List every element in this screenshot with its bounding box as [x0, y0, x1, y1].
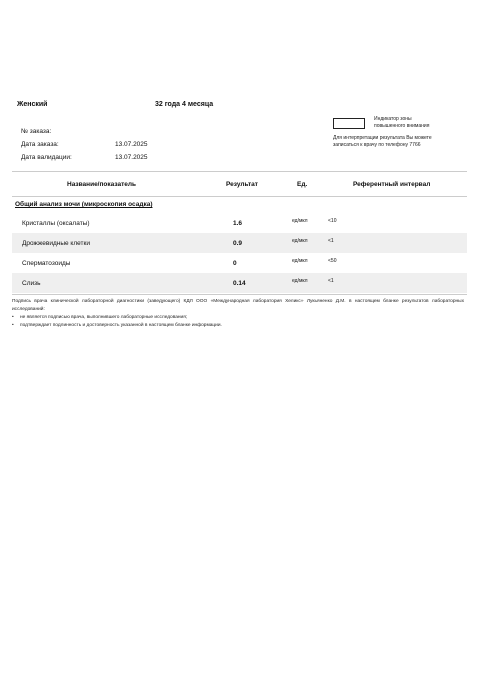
order-date-row [21, 138, 181, 151]
header-unit: Ед. [297, 181, 308, 188]
row-unit: ед/мкл [292, 218, 308, 224]
attention-indicator-label: Индикатор зоны повышенного внимания [374, 116, 430, 129]
row-value: 0 [233, 260, 237, 267]
header-reference: Референтный интервал [353, 181, 431, 188]
row-unit: ед/мкл [292, 258, 308, 264]
order-number-row [21, 125, 181, 138]
validation-date-value: 13.07.2025 [115, 154, 148, 161]
results-table-body [12, 213, 467, 293]
header-result: Результат [226, 181, 258, 188]
results-table-header [12, 176, 467, 194]
row-unit: ед/мкл [292, 278, 308, 284]
header-divider [12, 171, 467, 172]
table-header-divider [12, 196, 467, 197]
header-name: Название/показатель [67, 181, 137, 188]
list-item: • подтверждает подлинность и достоверность указанной в настоящем бланке информации. [12, 322, 464, 330]
row-name: Кристаллы (оксалаты) [22, 220, 90, 227]
row-name: Дрожжевидные клетки [22, 240, 90, 247]
order-number-label: № заказа: [21, 128, 52, 135]
table-row [12, 213, 467, 233]
signature-note [12, 298, 464, 330]
patient-sex: Женский [17, 101, 48, 108]
attention-indicator-box [333, 118, 365, 129]
table-row [12, 253, 467, 273]
row-unit: ед/мкл [292, 238, 308, 244]
validation-date-row [21, 151, 181, 164]
validation-date-label: Дата валидации: [21, 154, 72, 161]
order-info [21, 125, 181, 164]
order-date-label: Дата заказа: [21, 141, 59, 148]
row-reference: <10 [328, 218, 337, 224]
table-row [12, 233, 467, 253]
row-value: 1.6 [233, 220, 243, 227]
section-title: Общий анализ мочи (микроскопия осадка) [15, 201, 153, 208]
row-name: Слизь [22, 280, 41, 287]
signature-paragraph: Подпись врача клинической лабораторной диагностики (заведующего) КДЛ ООО «Международная лаборатория Хеликс» Лукьяненко Д.М. в настоящем бланке результатов лабораторных исследований: [12, 299, 464, 312]
patient-age: 32 года 4 месяца [155, 101, 214, 108]
row-reference: <50 [328, 258, 337, 264]
table-bottom-divider [12, 294, 467, 295]
row-reference: <1 [328, 238, 334, 244]
row-value: 0.14 [233, 280, 246, 287]
order-date-value: 13.07.2025 [115, 141, 148, 148]
row-reference: <1 [328, 278, 334, 284]
row-value: 0.9 [233, 240, 243, 247]
list-item: • не является подписью врача, выполнившего лабораторные исследования; [12, 314, 464, 322]
table-row [12, 273, 467, 293]
interpretation-note: Для интерпретации результата Вы можете записаться к врачу по телефону 7766 [333, 135, 432, 148]
signature-bullets [12, 314, 464, 330]
row-name: Сперматозоиды [22, 260, 71, 267]
